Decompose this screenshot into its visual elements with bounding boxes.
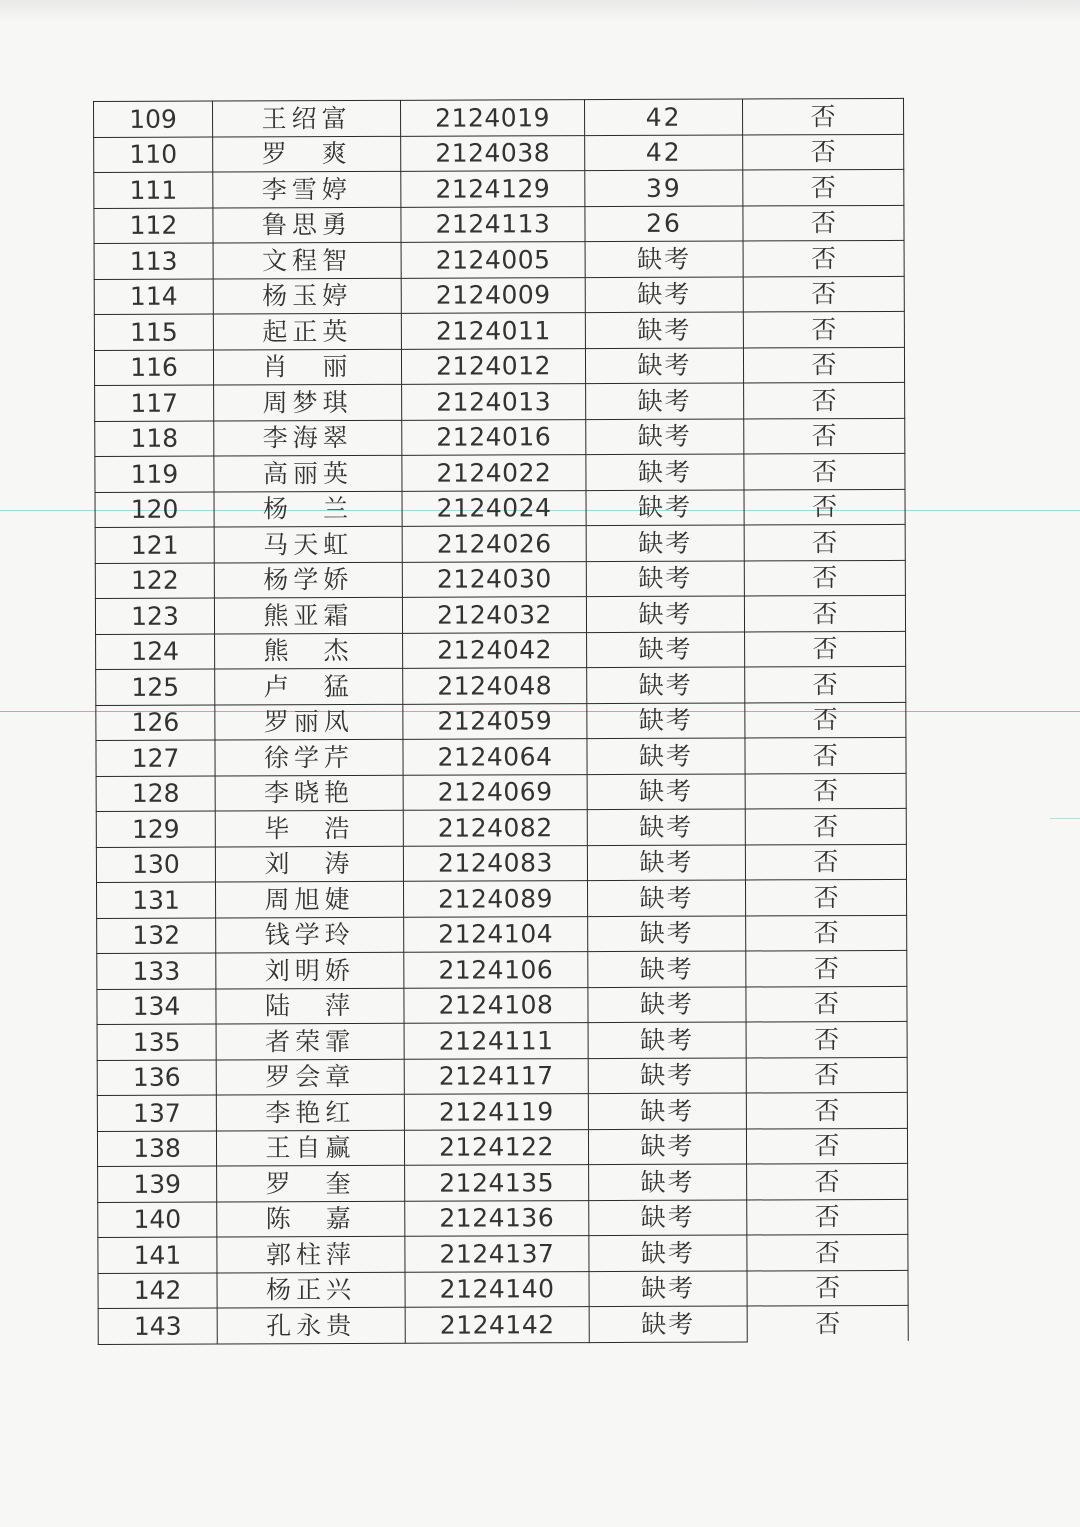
score-cell: 缺考	[588, 1128, 746, 1164]
score-cell: 缺考	[586, 561, 744, 597]
score-cell: 缺考	[586, 490, 744, 526]
table-row	[95, 382, 905, 421]
score-cell: 缺考	[586, 454, 744, 490]
name-cell: 熊亚霜	[214, 597, 402, 633]
name-cell: 高丽英	[214, 455, 402, 491]
table-row	[98, 1234, 908, 1273]
table-row	[95, 560, 905, 599]
seq-cell: 115	[94, 314, 213, 350]
exam-id-cell: 2124059	[403, 703, 587, 739]
qualified-cell: 否	[745, 702, 906, 738]
qualified-cell: 否	[747, 1270, 908, 1306]
exam-id-cell: 2124064	[403, 739, 587, 775]
name-cell: 罗丽凤	[215, 704, 403, 740]
exam-id-cell: 2124119	[404, 1094, 588, 1130]
score-cell: 42	[585, 135, 743, 171]
name-cell: 肖 丽	[213, 349, 401, 385]
score-cell: 缺考	[589, 1306, 747, 1342]
name-cell: 孔永贵	[217, 1307, 405, 1343]
score-cell: 缺考	[587, 809, 745, 845]
table-row	[96, 808, 906, 847]
qualified-cell: 否	[745, 631, 906, 667]
seq-cell: 136	[97, 1060, 216, 1096]
qualified-cell: 否	[747, 1305, 908, 1341]
table-row	[97, 1092, 907, 1131]
table-row	[94, 205, 904, 244]
table-row	[95, 418, 905, 457]
qualified-cell: 否	[745, 737, 906, 773]
qualified-cell: 否	[744, 418, 905, 454]
qualified-cell: 否	[742, 98, 903, 134]
table-row	[95, 489, 905, 528]
name-cell: 毕 浩	[215, 810, 403, 846]
name-cell: 王自赢	[216, 1130, 404, 1166]
score-cell: 缺考	[588, 1093, 746, 1129]
exam-id-cell: 2124013	[402, 384, 586, 420]
seq-cell: 139	[98, 1166, 217, 1202]
qualified-cell: 否	[743, 311, 904, 347]
seq-cell: 125	[96, 669, 215, 705]
seq-cell: 116	[94, 350, 213, 386]
table-row	[97, 915, 907, 954]
score-cell: 缺考	[586, 596, 744, 632]
qualified-cell: 否	[743, 134, 904, 170]
table-row	[96, 844, 906, 883]
score-cell: 缺考	[586, 419, 744, 455]
qualified-cell: 否	[743, 276, 904, 312]
exam-id-cell: 2124129	[401, 171, 585, 207]
name-cell: 杨 兰	[214, 491, 402, 527]
score-cell: 缺考	[585, 312, 743, 348]
exam-id-cell: 2124048	[403, 668, 587, 704]
exam-id-cell: 2124016	[402, 419, 586, 455]
name-cell: 李雪婷	[213, 171, 401, 207]
qualified-cell: 否	[744, 453, 905, 489]
exam-id-cell: 2124108	[404, 987, 588, 1023]
name-cell: 卢 猛	[215, 668, 403, 704]
score-cell: 缺考	[587, 632, 745, 668]
seq-cell: 137	[97, 1095, 216, 1131]
exam-id-cell: 2124032	[402, 597, 586, 633]
name-cell: 杨玉婷	[213, 278, 401, 314]
table-row	[97, 950, 907, 989]
seq-cell: 120	[95, 492, 214, 528]
score-cell: 缺考	[586, 525, 744, 561]
table-row	[95, 453, 905, 492]
seq-cell: 128	[96, 776, 215, 812]
qualified-cell: 否	[744, 524, 905, 560]
score-cell: 缺考	[588, 1022, 746, 1058]
exam-id-cell: 2124042	[403, 632, 587, 668]
name-cell: 郭柱萍	[217, 1236, 405, 1272]
score-cell: 缺考	[588, 1057, 746, 1093]
seq-cell: 123	[95, 598, 214, 634]
name-cell: 马天虹	[214, 526, 402, 562]
score-cell: 缺考	[587, 667, 745, 703]
qualified-cell: 否	[745, 879, 906, 915]
seq-cell: 134	[97, 989, 216, 1025]
seq-cell: 109	[94, 101, 213, 137]
seq-cell: 112	[94, 208, 213, 244]
exam-id-cell: 2124104	[404, 916, 588, 952]
seq-cell: 113	[94, 243, 213, 279]
qualified-cell: 否	[745, 666, 906, 702]
seq-cell: 124	[96, 634, 215, 670]
table-row	[97, 1128, 907, 1167]
name-cell: 李艳红	[216, 1094, 404, 1130]
exam-id-cell: 2124136	[405, 1200, 589, 1236]
name-cell: 文程智	[213, 242, 401, 278]
score-cell: 缺考	[587, 703, 745, 739]
seq-cell: 119	[95, 456, 214, 492]
exam-id-cell: 2124111	[404, 1023, 588, 1059]
exam-id-cell: 2124069	[403, 774, 587, 810]
table-body	[94, 98, 909, 1344]
score-cell: 缺考	[589, 1235, 747, 1271]
name-cell: 杨正兴	[217, 1272, 405, 1308]
table-row	[98, 1270, 908, 1309]
scan-artifact-line	[1050, 818, 1080, 819]
table-row	[96, 666, 906, 705]
exam-id-cell: 2124012	[401, 348, 585, 384]
exam-id-cell: 2124106	[404, 952, 588, 988]
qualified-cell: 否	[743, 169, 904, 205]
qualified-cell: 否	[746, 1021, 907, 1057]
seq-cell: 142	[98, 1273, 217, 1309]
name-cell: 陈 嘉	[217, 1201, 405, 1237]
qualified-cell: 否	[745, 844, 906, 880]
score-cell: 缺考	[586, 383, 744, 419]
score-cell: 缺考	[585, 348, 743, 384]
table-row	[96, 702, 906, 741]
qualified-cell: 否	[744, 382, 905, 418]
table-row	[95, 595, 905, 634]
name-cell: 李海翠	[214, 420, 402, 456]
table-row	[98, 1305, 908, 1344]
seq-cell: 132	[97, 918, 216, 954]
seq-cell: 111	[94, 172, 213, 208]
name-cell: 李晓艳	[215, 775, 403, 811]
qualified-cell: 否	[743, 240, 904, 276]
name-cell: 刘明娇	[216, 952, 404, 988]
seq-cell: 138	[97, 1131, 216, 1167]
seq-cell: 133	[97, 953, 216, 989]
qualified-cell: 否	[745, 773, 906, 809]
table-row	[94, 169, 904, 208]
exam-id-cell: 2124005	[401, 242, 585, 278]
seq-cell: 130	[96, 847, 215, 883]
seq-cell: 129	[96, 811, 215, 847]
table-row	[98, 1199, 908, 1238]
table-row	[97, 1021, 907, 1060]
name-cell: 周梦琪	[214, 384, 402, 420]
qualified-cell: 否	[746, 1128, 907, 1164]
name-cell: 刘 涛	[215, 846, 403, 882]
exam-id-cell: 2124019	[400, 100, 584, 136]
table-row	[96, 631, 906, 670]
exam-id-cell: 2124022	[402, 455, 586, 491]
score-cell: 缺考	[588, 951, 746, 987]
name-cell: 徐学芹	[215, 739, 403, 775]
exam-id-cell: 2124135	[405, 1165, 589, 1201]
exam-id-cell: 2124038	[401, 135, 585, 171]
seq-cell: 122	[95, 563, 214, 599]
qualified-cell: 否	[744, 560, 905, 596]
exam-id-cell: 2124089	[403, 881, 587, 917]
score-cell: 缺考	[588, 986, 746, 1022]
name-cell: 罗会章	[216, 1059, 404, 1095]
table-row	[97, 879, 907, 918]
name-cell: 起正英	[213, 313, 401, 349]
score-cell: 缺考	[587, 880, 745, 916]
score-cell: 缺考	[587, 774, 745, 810]
qualified-cell: 否	[743, 347, 904, 383]
table-row	[94, 134, 904, 173]
score-cell: 42	[584, 99, 742, 135]
score-cell: 39	[585, 170, 743, 206]
name-cell: 王绍富	[213, 100, 401, 136]
table-row	[94, 347, 904, 386]
exam-id-cell: 2124140	[405, 1271, 589, 1307]
seq-cell: 135	[97, 1024, 216, 1060]
name-cell: 周旭婕	[215, 881, 403, 917]
score-cell: 缺考	[587, 845, 745, 881]
exam-id-cell: 2124137	[405, 1236, 589, 1272]
table-row	[98, 1163, 908, 1202]
qualified-cell: 否	[746, 1092, 907, 1128]
qualified-cell: 否	[746, 915, 907, 951]
exam-id-cell: 2124030	[402, 561, 586, 597]
table-row	[96, 773, 906, 812]
seq-cell: 141	[98, 1237, 217, 1273]
seq-cell: 127	[96, 740, 215, 776]
seq-cell: 126	[96, 705, 215, 741]
qualified-cell: 否	[747, 1163, 908, 1199]
qualified-cell: 否	[744, 489, 905, 525]
exam-id-cell: 2124083	[403, 845, 587, 881]
table-row	[94, 311, 904, 350]
name-cell: 陆 萍	[216, 988, 404, 1024]
table-row	[97, 986, 907, 1025]
score-cell: 缺考	[589, 1199, 747, 1235]
qualified-cell: 否	[743, 205, 904, 241]
seq-cell: 121	[95, 527, 214, 563]
table-row	[96, 737, 906, 776]
score-cell: 26	[585, 206, 743, 242]
score-cell: 缺考	[589, 1164, 747, 1200]
exam-id-cell: 2124117	[404, 1058, 588, 1094]
table-row	[94, 240, 904, 279]
table-row	[94, 276, 904, 315]
qualified-cell: 否	[747, 1234, 908, 1270]
exam-id-cell: 2124142	[405, 1307, 589, 1343]
exam-id-cell: 2124011	[401, 313, 585, 349]
score-cell: 缺考	[585, 277, 743, 313]
name-cell: 罗 爽	[213, 136, 401, 172]
seq-cell: 114	[94, 279, 213, 315]
score-cell: 缺考	[589, 1270, 747, 1306]
exam-id-cell: 2124009	[401, 277, 585, 313]
seq-cell: 131	[97, 882, 216, 918]
score-cell: 缺考	[587, 738, 745, 774]
qualified-cell: 否	[745, 808, 906, 844]
exam-id-cell: 2124026	[402, 526, 586, 562]
name-cell: 熊 杰	[215, 633, 403, 669]
seq-cell: 110	[94, 137, 213, 173]
name-cell: 杨学娇	[214, 562, 402, 598]
qualified-cell: 否	[747, 1199, 908, 1235]
name-cell: 钱学玲	[216, 917, 404, 953]
exam-id-cell: 2124082	[403, 810, 587, 846]
name-cell: 罗 奎	[217, 1165, 405, 1201]
name-cell: 鲁思勇	[213, 207, 401, 243]
qualified-cell: 否	[746, 986, 907, 1022]
exam-id-cell: 2124113	[401, 206, 585, 242]
seq-cell: 117	[95, 385, 214, 421]
seq-cell: 140	[98, 1202, 217, 1238]
exam-id-cell: 2124024	[402, 490, 586, 526]
qualified-cell: 否	[746, 1057, 907, 1093]
table-row	[97, 1057, 907, 1096]
table-row	[94, 98, 904, 137]
exam-id-cell: 2124122	[404, 1129, 588, 1165]
score-cell: 缺考	[585, 241, 743, 277]
qualified-cell: 否	[744, 595, 905, 631]
score-table	[93, 98, 909, 1345]
table-row	[95, 524, 905, 563]
score-cell: 缺考	[588, 916, 746, 952]
name-cell: 者荣霏	[216, 1023, 404, 1059]
seq-cell: 143	[98, 1308, 217, 1344]
qualified-cell: 否	[746, 950, 907, 986]
scan-edge-shadow	[0, 0, 1080, 22]
seq-cell: 118	[95, 421, 214, 457]
